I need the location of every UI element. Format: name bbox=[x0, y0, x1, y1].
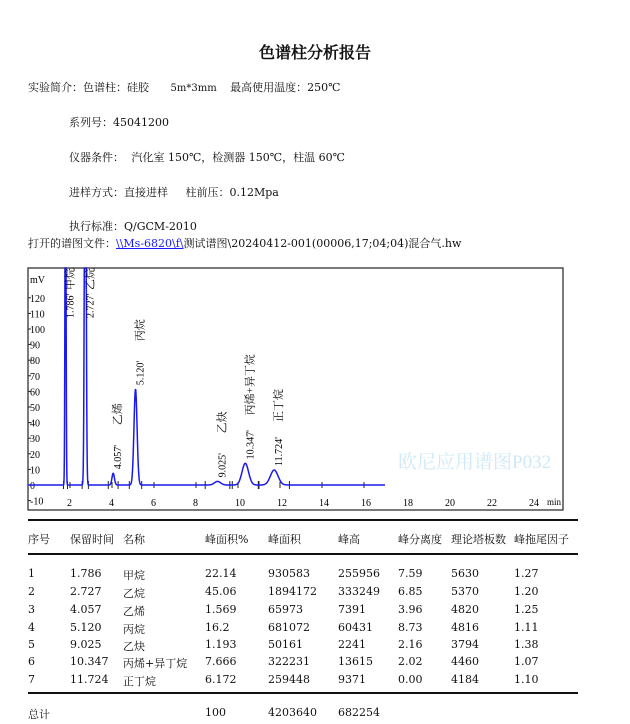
table-cell: 1.20 bbox=[514, 585, 539, 598]
pressure-label: 柱前压： bbox=[185, 186, 230, 199]
table-cell: 259448 bbox=[268, 673, 310, 686]
file-path-rest: 测试谱图\20240412-001(00006,17;04;04)混合气.hw bbox=[183, 237, 462, 250]
y-tick-label: 110 bbox=[30, 309, 45, 321]
x-tick-label: 24 bbox=[529, 498, 539, 509]
table-cell: 3 bbox=[28, 603, 35, 616]
table-cell: 322231 bbox=[268, 655, 310, 668]
y-axis-label: mV bbox=[30, 275, 45, 286]
table-cell: 2.16 bbox=[398, 638, 423, 651]
table-cell: 正丁烷 bbox=[123, 675, 156, 688]
table-cell: 5 bbox=[28, 638, 35, 651]
total-cell: 4203640 bbox=[268, 706, 317, 719]
y-tick-label: 0 bbox=[30, 481, 35, 492]
peak-rt-label: 9.025' bbox=[217, 453, 229, 478]
table-cell: 45.06 bbox=[205, 585, 237, 598]
chart-frame bbox=[28, 268, 563, 510]
y-tick-label: 60 bbox=[30, 387, 40, 399]
serial-label: 系列号： bbox=[69, 116, 113, 129]
peak-name-label: 甲烷 bbox=[64, 268, 77, 290]
y-tick-label: 30 bbox=[30, 434, 40, 446]
x-tick-label: 14 bbox=[319, 498, 329, 509]
file-path-link[interactable]: \\Ms-6820\f\ bbox=[116, 237, 184, 250]
intro-label: 实验简介： bbox=[28, 81, 83, 94]
file-line bbox=[28, 235, 461, 251]
y-tick-label: -10 bbox=[30, 496, 44, 508]
x-tick-label: 12 bbox=[277, 498, 287, 509]
column-header: 理论塔板数 bbox=[451, 533, 506, 546]
table-cell: 甲烷 bbox=[123, 569, 145, 582]
table-cell: 1.07 bbox=[514, 655, 539, 668]
chromatogram-chart bbox=[0, 260, 630, 515]
intro-line bbox=[28, 79, 340, 95]
table-cell: 7.59 bbox=[398, 567, 423, 580]
report-title: 色谱柱分析报告 bbox=[258, 43, 371, 62]
table-cell: 乙烯 bbox=[123, 605, 145, 618]
total-cell: 总计 bbox=[28, 708, 50, 721]
injection-label: 进样方式： bbox=[69, 186, 124, 199]
table-cell: 4 bbox=[28, 621, 35, 634]
chromatogram-trace bbox=[28, 268, 385, 485]
table-cell: 6 bbox=[28, 655, 35, 668]
standard-label: 执行标准： bbox=[69, 220, 124, 233]
table-cell: 4460 bbox=[451, 655, 479, 668]
y-tick-label: 120 bbox=[30, 293, 45, 305]
peak-name-label: 乙烯 bbox=[112, 403, 125, 426]
table-cell: 2.727 bbox=[70, 585, 102, 598]
table-cell: 65973 bbox=[268, 603, 303, 616]
table-cell: 1.38 bbox=[514, 638, 539, 651]
table-cell: 4820 bbox=[451, 603, 479, 616]
watermark: 欧尼应用谱图P032 bbox=[398, 452, 552, 473]
table-cell: 丙烯+异丁烷 bbox=[123, 657, 188, 670]
table-cell: 681072 bbox=[268, 621, 310, 634]
table-cell: 6.172 bbox=[205, 673, 237, 686]
table-cell: 60431 bbox=[338, 621, 373, 634]
table-cell: 2241 bbox=[338, 638, 366, 651]
peak-rt-label: 5.120' bbox=[135, 360, 147, 386]
peak-rt-label: 4.057' bbox=[113, 444, 125, 470]
injection-value: 直接进样 bbox=[124, 186, 168, 199]
column-value: 硅胶 bbox=[127, 81, 149, 94]
standard-line bbox=[69, 218, 197, 234]
table-cell: 7391 bbox=[338, 603, 366, 616]
table-cell: 5370 bbox=[451, 585, 479, 598]
max-temp-label: 最高使用温度： bbox=[230, 81, 308, 94]
table-cell: 乙炔 bbox=[123, 640, 145, 653]
peak-name-label: 丙烯+异丁烷 bbox=[244, 354, 257, 416]
peak-rt-label: 10.347' bbox=[245, 430, 257, 460]
max-temp-value: 250℃ bbox=[307, 81, 341, 94]
table-cell: 930583 bbox=[268, 567, 310, 580]
total-cell: 100 bbox=[205, 706, 226, 719]
table-cell: 1894172 bbox=[268, 585, 317, 598]
x-tick-label: 16 bbox=[361, 498, 371, 509]
peak-rt-label: 11.724' bbox=[274, 437, 286, 467]
peak-name-label: 丙烷 bbox=[134, 319, 147, 342]
column-header: 峰高 bbox=[338, 533, 360, 546]
table-cell: 7.666 bbox=[205, 655, 237, 668]
table-cell: 1 bbox=[28, 567, 35, 580]
column-header: 名称 bbox=[123, 533, 145, 546]
column-header: 峰分离度 bbox=[398, 533, 442, 546]
table-cell: 4.057 bbox=[70, 603, 102, 616]
column-header: 峰面积 bbox=[268, 533, 301, 546]
table-cell: 13615 bbox=[338, 655, 373, 668]
table-cell: 1.10 bbox=[514, 673, 539, 686]
table-cell: 6.85 bbox=[398, 585, 423, 598]
header-rule bbox=[28, 553, 578, 555]
table-cell: 8.73 bbox=[398, 621, 423, 634]
table-cell: 3794 bbox=[451, 638, 479, 651]
y-tick-label: 10 bbox=[30, 465, 40, 477]
y-tick-label: 80 bbox=[30, 356, 40, 368]
standard-value: Q/GCM-2010 bbox=[124, 220, 197, 233]
table-cell: 16.2 bbox=[205, 621, 230, 634]
table-cell: 丙烷 bbox=[123, 623, 145, 636]
x-tick-label: 2 bbox=[67, 498, 72, 509]
serial-line bbox=[69, 114, 169, 130]
x-tick-label: 20 bbox=[445, 498, 455, 509]
table-cell: 乙烷 bbox=[123, 587, 145, 600]
column-size: 5m*3mm bbox=[170, 83, 217, 94]
peak-rt-label: 1.786' bbox=[65, 293, 77, 318]
table-cell: 0.00 bbox=[398, 673, 423, 686]
table-cell: 1.786 bbox=[70, 567, 102, 580]
table-cell: 11.724 bbox=[70, 673, 109, 686]
table-cell: 1.569 bbox=[205, 603, 237, 616]
table-cell: 1.11 bbox=[514, 621, 539, 634]
footer-rule bbox=[28, 692, 578, 694]
table-cell: 1.25 bbox=[514, 603, 539, 616]
table-cell: 2 bbox=[28, 585, 35, 598]
pressure-value: 0.12Mpa bbox=[229, 186, 279, 199]
table-cell: 5.120 bbox=[70, 621, 102, 634]
column-header: 序号 bbox=[28, 533, 50, 546]
table-cell: 1.193 bbox=[205, 638, 237, 651]
table-cell: 9.025 bbox=[70, 638, 102, 651]
peak-rt-label: 2.727' bbox=[85, 293, 97, 318]
table-cell: 3.96 bbox=[398, 603, 423, 616]
table-cell: 22.14 bbox=[205, 567, 237, 580]
peak-name-label: 正丁烷 bbox=[273, 389, 286, 423]
x-axis-label: min bbox=[547, 497, 562, 507]
y-tick-label: 100 bbox=[30, 325, 45, 336]
table-cell: 9371 bbox=[338, 673, 366, 686]
table-top-rule bbox=[28, 519, 578, 521]
table-cell: 4816 bbox=[451, 621, 479, 634]
instrument-line bbox=[69, 149, 345, 165]
column-header: 峰面积% bbox=[205, 533, 249, 546]
table-cell: 1.27 bbox=[514, 567, 539, 580]
table-cell: 7 bbox=[28, 673, 35, 686]
table-cell: 10.347 bbox=[70, 655, 109, 668]
x-tick-label: 22 bbox=[487, 498, 497, 509]
instrument-label: 仪器条件： bbox=[69, 151, 124, 164]
file-label: 打开的谱图文件： bbox=[28, 237, 116, 250]
table-cell: 50161 bbox=[268, 638, 303, 651]
column-label: 色谱柱： bbox=[83, 81, 127, 94]
y-tick-label: 20 bbox=[30, 449, 40, 461]
y-tick-label: 40 bbox=[30, 418, 40, 430]
injection-line bbox=[69, 184, 279, 200]
y-tick-label: 50 bbox=[30, 403, 40, 414]
serial-value: 45041200 bbox=[113, 116, 169, 129]
column-header: 保留时间 bbox=[70, 533, 114, 546]
table-cell: 255956 bbox=[338, 567, 380, 580]
x-tick-label: 4 bbox=[109, 498, 114, 509]
column-header: 峰拖尾因子 bbox=[514, 533, 569, 546]
instrument-value: 汽化室 150℃，检测器 150℃，柱温 60℃ bbox=[131, 151, 345, 164]
table-cell: 5630 bbox=[451, 567, 479, 580]
y-tick-label: 90 bbox=[30, 340, 40, 352]
table-cell: 2.02 bbox=[398, 655, 423, 668]
peak-name-label: 乙炔 bbox=[216, 411, 229, 434]
x-tick-label: 8 bbox=[193, 498, 198, 509]
table-cell: 333249 bbox=[338, 585, 380, 598]
peak-name-label: 乙烷 bbox=[84, 268, 97, 290]
table-cell: 4184 bbox=[451, 673, 479, 686]
x-tick-label: 6 bbox=[151, 498, 156, 509]
x-tick-label: 18 bbox=[403, 498, 413, 509]
y-tick-label: 70 bbox=[30, 371, 40, 383]
total-cell: 682254 bbox=[338, 706, 380, 719]
x-tick-label: 10 bbox=[235, 498, 245, 509]
